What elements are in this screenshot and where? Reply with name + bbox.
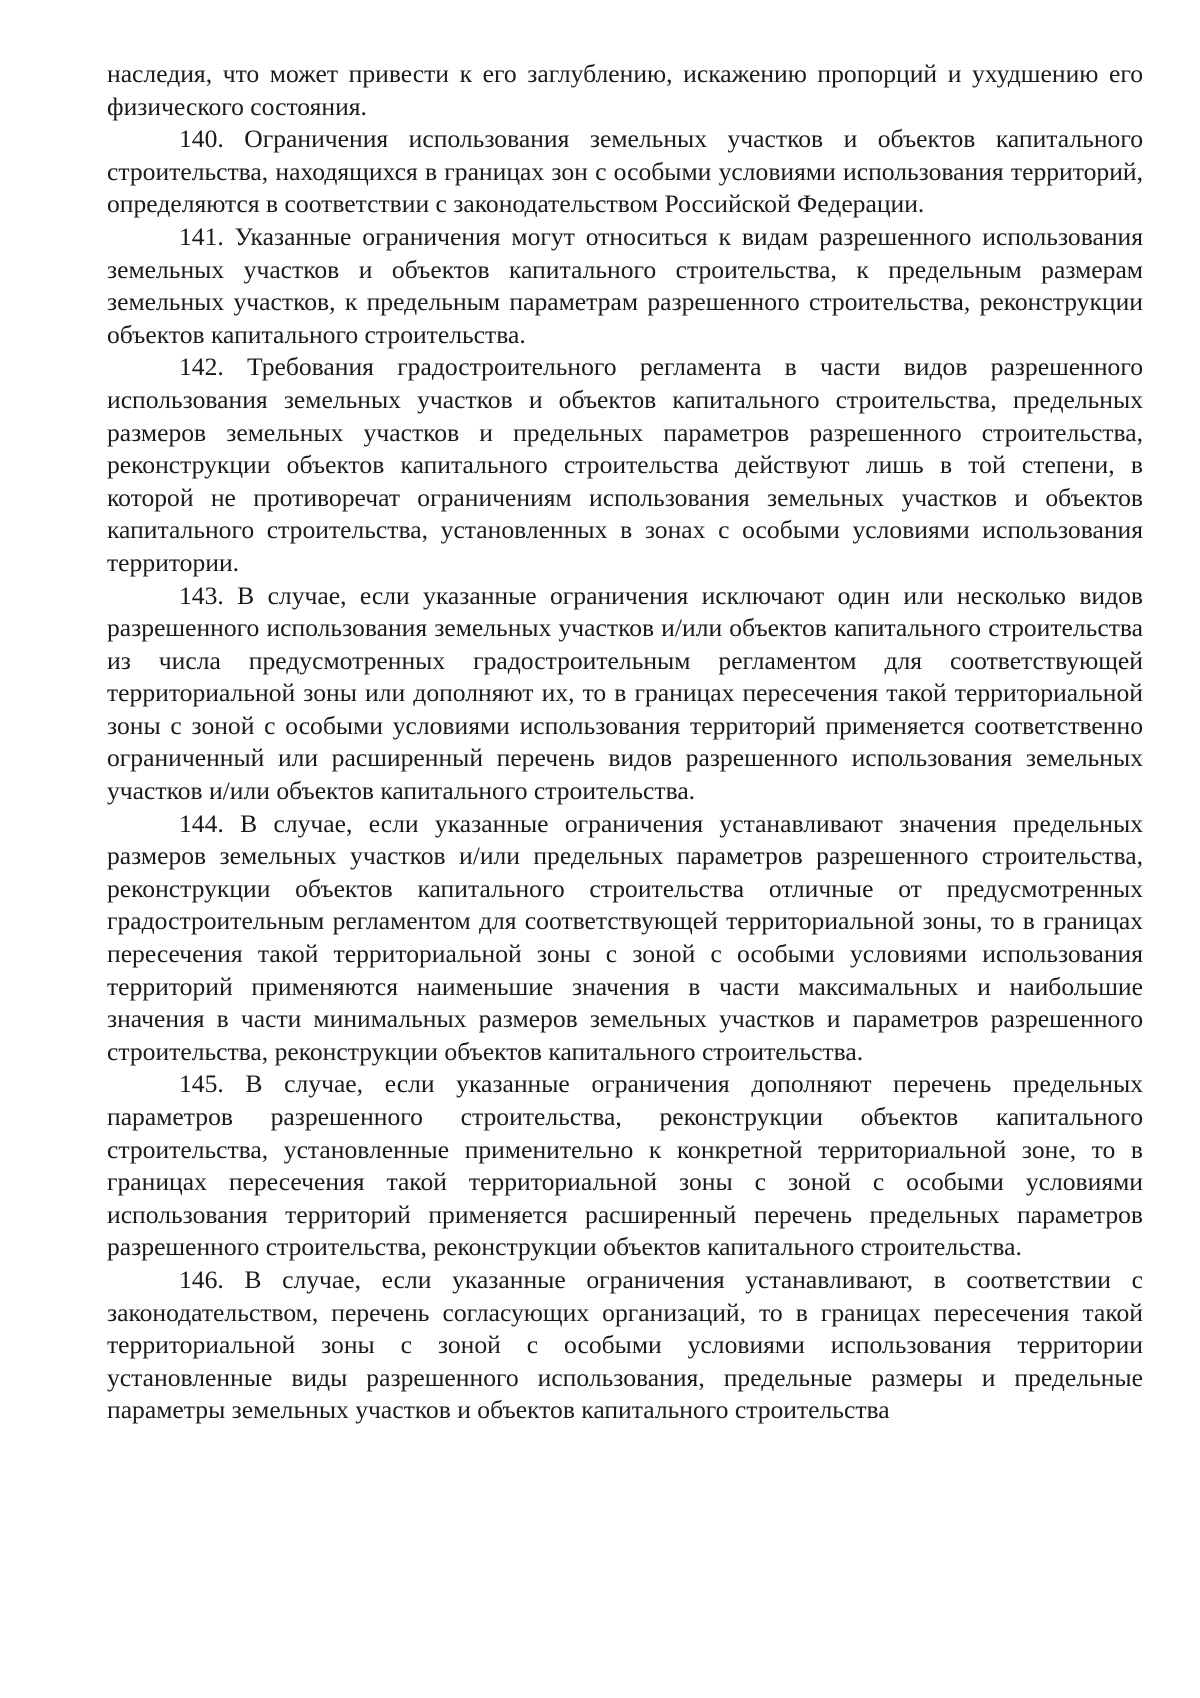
paragraph-143: 143. В случае, если указанные ограничения исключают один или несколько видов разрешенного использования земельных участков и/или объектов капитального строительства из числа предусмотренных градостроительным регламентом для соответствующей территориальной зоны или дополняют их, то в границах пересечения такой территориальной зоны с зоной с особыми условиями использования территорий применяется соответственно ограниченный или расширенный перечень видов разрешенного использования земельных участков и/или объектов капитального строительства. (107, 580, 1143, 806)
paragraph-141: 141. Указанные ограничения могут относиться к видам разрешенного использования земельных участков и объектов капитального строительства, к предельным размерам земельных участков, к предельным параметрам разрешенного строительства, реконструкции объектов капитального строительства. (107, 221, 1143, 349)
paragraph-142: 142. Требования градостроительного регламента в части видов разрешенного использования земельных участков и объектов капитального строительства, предельных размеров земельных участков и предельных параметров разрешенного строительства, реконструкции объектов капитального строительства действуют лишь в той степени, в которой не противоречат ограничениям использования земельных участков и объектов капитального строительства, установленных в зонах с особыми условиями использования территории. (107, 352, 1143, 577)
paragraph-continued: наследия, что может привести к его заглублению, искажению пропорций и ухудшению его физического состояния. (107, 59, 1143, 121)
paragraph-144: 144. В случае, если указанные ограничения устанавливают значения предельных размеров земельных участков и/или предельных параметров разрешенного строительства, реконструкции объектов капитального строительства отличные от предусмотренных градостроительным регламентом для соответствующей территориальной зоны, то в границах пересечения такой территориальной зоны с зоной с особыми условиями использования территорий применяются наименьшие значения в части максимальных и наибольшие значения в части минимальных размеров земельных участков и параметров разрешенного строительства, реконструкции объектов капитального строительства. (107, 808, 1143, 1066)
paragraph-145: 145. В случае, если указанные ограничения дополняют перечень предельных параметров разрешенного строительства, реконструкции объектов капитального строительства, установленные применительно к конкретной территориальной зоне, то в границах пересечения такой территориальной зоны с зоной с особыми условиями использования территорий применяется расширенный перечень предельных параметров разрешенного строительства, реконструкции объектов капитального строительства. (107, 1069, 1143, 1262)
paragraph-146: 146. В случае, если указанные ограничения устанавливают, в соответствии с законодательством, перечень согласующих организаций, то в границах пересечения такой территориальной зоны с зоной с особыми условиями использования территории установленные виды разрешенного использования, предельные размеры и предельные параметры земельных участков и объектов капитального строительства (107, 1264, 1143, 1425)
document-body (107, 58, 1143, 1427)
paragraph-140: 140. Ограничения использования земельных участков и объектов капитального строительства, находящихся в границах зон с особыми условиями использования территорий, определяются в соответствии с законодательством Российской Федерации. (107, 124, 1143, 219)
